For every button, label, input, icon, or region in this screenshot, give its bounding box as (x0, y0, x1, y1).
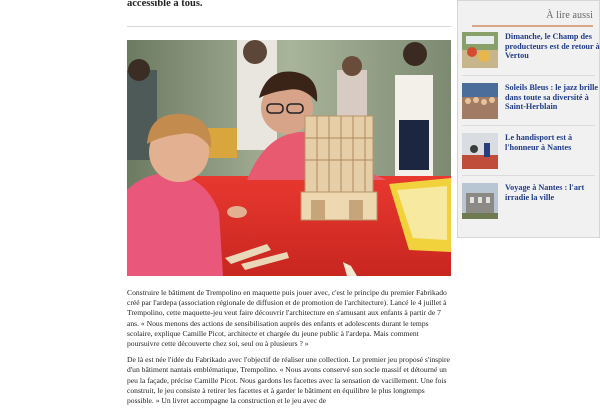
article-paragraph: De là est née l'idée du Fabrikado avec l'objectif de réaliser une collection. Le premier jeu proposé s'inspire d'un bâtiment nantais emblématique, Trempolino. « Nous avons conservé son socle massif et détourné un peu la façade, précise Camille Picot. Nous gardons les facettes avec la sensation de vacillement. Une fois construit, le jeu consiste à retirer les facettes et à garder le bâtiment en équilibre le plus longtemps possible. » Un livret accompagne la construction et le jeu avec de (127, 355, 450, 406)
read-also-link[interactable]: Le handisport est à l'honneur à Nantes (505, 133, 573, 152)
read-also-item[interactable] (462, 183, 597, 223)
read-also-link[interactable]: Dimanche, le Champ des producteurs est de retour à Vertou (505, 32, 600, 61)
read-also-title-rule (472, 25, 593, 27)
read-also-thumbnail[interactable] (462, 183, 498, 219)
read-also-item[interactable] (462, 32, 600, 72)
read-also-divider (462, 125, 595, 126)
article-photo-image (127, 40, 451, 276)
market-thumbnail-image (462, 32, 498, 68)
crowd-thumbnail-image (462, 83, 498, 119)
read-also-thumbnail[interactable] (462, 83, 498, 119)
read-also-sidebar (457, 0, 600, 238)
handisport-thumbnail-image (462, 133, 498, 169)
read-also-item[interactable] (462, 133, 597, 173)
read-also-link[interactable]: Soleils Bleus : le jazz brille dans toute sa diversité à Saint-Herblain (505, 83, 599, 112)
article-separator (127, 26, 451, 27)
read-also-thumbnail[interactable] (462, 32, 498, 68)
article-photo[interactable] (127, 40, 451, 276)
read-also-divider (462, 175, 595, 176)
read-also-link[interactable]: Voyage à Nantes : l'art irradie la ville (505, 183, 585, 202)
read-also-title: À lire aussi (546, 10, 593, 21)
article-paragraph: Construire le bâtiment de Trempolino en maquette puis jouer avec, c'est le principe du premier Fabrikado créé par l'ardepa (association régionale de diffusion et de promotion de l'architecture). Lancé le 4 juillet à Trempolino, cette maquette-jeu veut faire découvrir l'architecture en s'amusant aux enfants à partir de 7 ans. « Nous menons des actions de sensibilisation auprès des enfants et adolescents durant le temps scolaire, explique Camille Picot, architecte et chargée du jeune public à l'ardepa. Mais comment poursuivre cette découverte chez soi, seul ou à plusieurs ? » (127, 288, 447, 349)
read-also-header (458, 1, 599, 25)
city-thumbnail-image (462, 183, 498, 219)
read-also-divider (462, 75, 595, 76)
read-also-thumbnail[interactable] (462, 133, 498, 169)
article-lead-tail: accessible à tous. (127, 0, 203, 9)
read-also-item[interactable] (462, 83, 597, 123)
article-body (127, 288, 451, 412)
